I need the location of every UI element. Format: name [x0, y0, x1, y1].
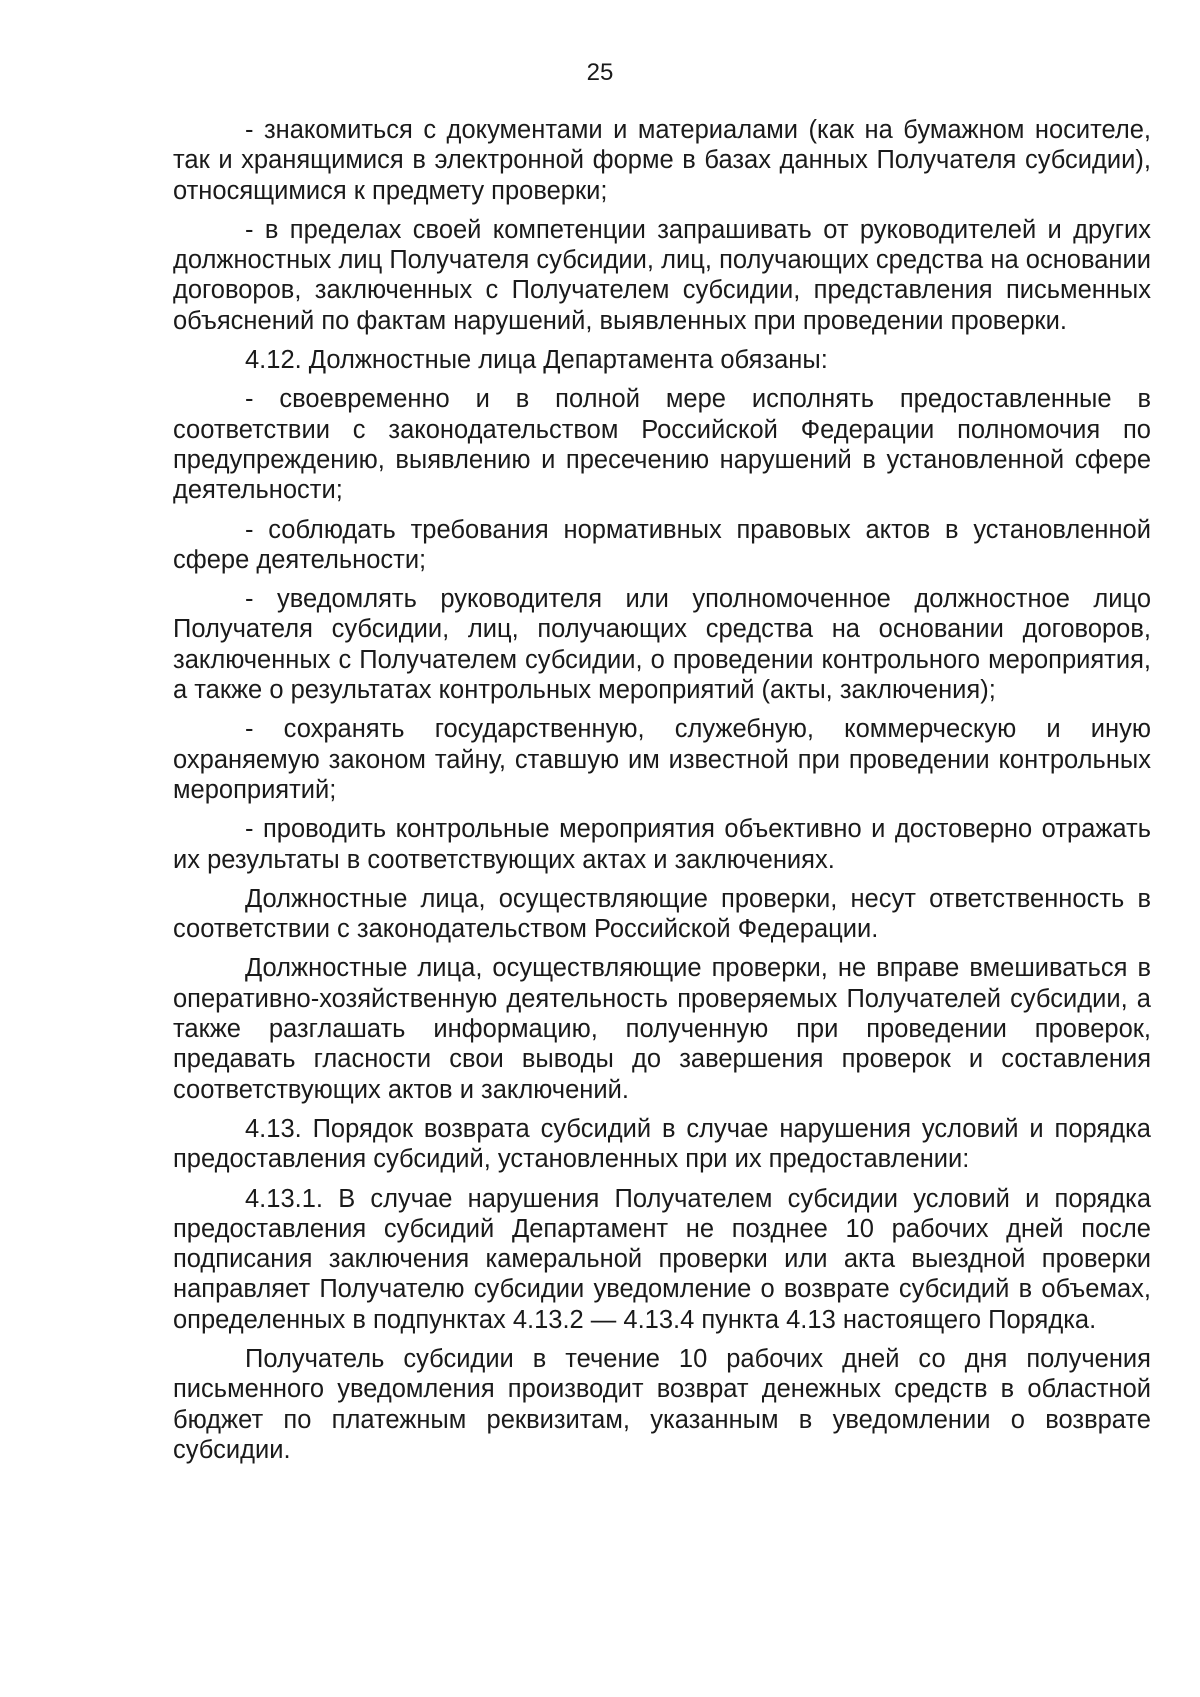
paragraph-comply-requirements: - соблюдать требования нормативных правовых актов в установленной сфере деятельности; — [173, 515, 1151, 574]
document-body — [173, 115, 1151, 1474]
paragraph-responsibility: Должностные лица, осуществляющие проверки, несут ответственность в соответствии с законодательством Российской Федерации. — [173, 884, 1151, 944]
paragraph-section-4-12-heading: 4.12. Должностные лица Департамента обязаны: — [245, 346, 828, 375]
paragraph-refund-procedure: Получатель субсидии в течение 10 рабочих дней со дня получения письменного уведомления производит возврат денежных средств в областной бюджет по платежным реквизитам, указанным в уведомлении о возврате субсидии. — [173, 1344, 1151, 1464]
paragraph-keep-secrets: - сохранять государственную, служебную, коммерческую и иную охраняемую законом тайну, ставшую им известной при проведении контрольных мероприятий; — [173, 715, 1151, 804]
paragraph-section-4-13-1: 4.13.1. В случае нарушения Получателем субсидии условий и порядка предоставления субсидий Департамент не позднее 10 рабочих дней после подписания заключения камеральной проверки или акта выездной проверки направляет Получателю субсидии уведомление о возврате субсидий в объемах, определенных в подпунктах 4.13.2 — 4.13.4 пункта 4.13 настоящего Порядка. — [173, 1184, 1151, 1334]
paragraph-request-explanations: - в пределах своей компетенции запрашивать от руководителей и других должностных лиц Получателя субсидии, лиц, получающих средства на основании договоров, заключенных с Получателем субсидии, представления письменных объяснений по фактам нарушений, выявленных при проведении проверки. — [173, 215, 1151, 335]
paragraph-section-4-13-heading: 4.13. Порядок возврата субсидий в случае нарушения условий и порядка предоставления субсидий, установленных при их предоставлении: — [173, 1114, 1151, 1174]
paragraph-conduct-objectively: - проводить контрольные мероприятия объективно и достоверно отражать их результаты в соответствующих актах и заключениях. — [173, 815, 1151, 874]
paragraph-exercise-powers: - своевременно и в полной мере исполнять предоставленные в соответствии с законодательством Российской Федерации полномочия по предупреждению, выявлению и пресечению нарушений в установленной сфере деятельности; — [173, 385, 1151, 505]
paragraph-notify-head: - уведомлять руководителя или уполномоченное должностное лицо Получателя субсидии, лиц, получающих средства на основании договоров, заключенных с Получателем субсидии, о проведении контрольного мероприятия, а также о результатах контрольных мероприятий (акты, заключения); — [173, 585, 1151, 705]
page-number: 25 — [586, 59, 614, 86]
paragraph-familiarize-documents: - знакомиться с документами и материалами (как на бумажном носителе, так и хранящимися в электронной форме в базах данных Получателя субсидии), относящимися к предмету проверки; — [173, 116, 1151, 205]
paragraph-non-interference: Должностные лица, осуществляющие проверки, не вправе вмешиваться в оперативно-хозяйственную деятельность проверяемых Получателей субсидии, а также разглашать информацию, полученную при проведении проверок, предавать гласности свои выводы до завершения проверок и составления соответствующих актов и заключений. — [173, 954, 1151, 1104]
